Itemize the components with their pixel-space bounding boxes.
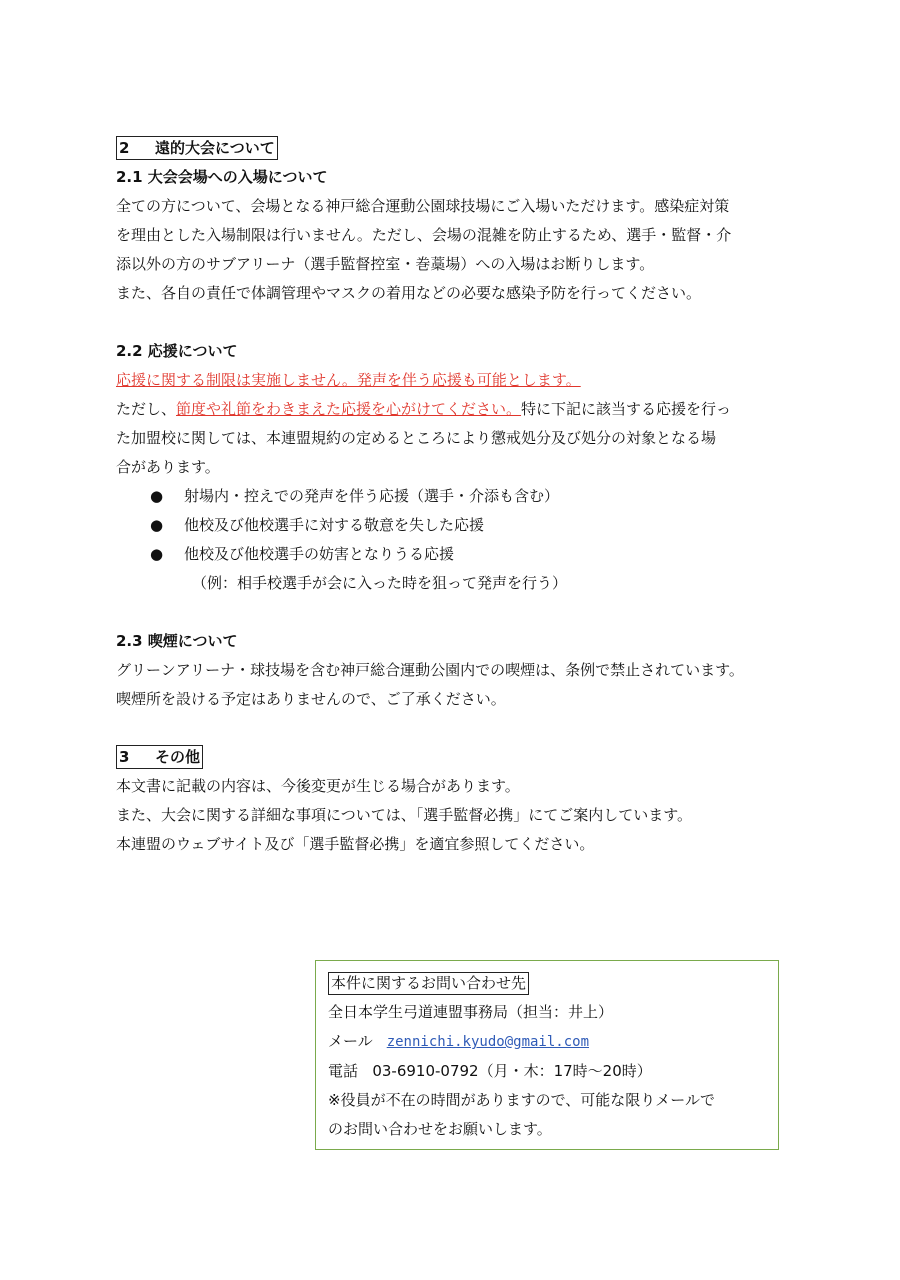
contact-box <box>315 960 779 1150</box>
contact-phone-row <box>328 1057 778 1086</box>
section-3-title: その他 <box>155 748 201 766</box>
email-link[interactable]: zennichi.kyudo@gmail.com <box>386 1034 589 1050</box>
subsection-2-1-heading: 2.1 大会会場への入場について <box>116 168 328 186</box>
list-item <box>116 511 806 540</box>
text-segment: ただし、 <box>116 400 177 418</box>
spacer <box>116 308 806 337</box>
contact-note: ※役員が不在の時間がありますので、可能な限りメールで <box>328 1091 715 1109</box>
section-3-heading <box>116 745 203 769</box>
section-3-number: 3 <box>119 748 130 766</box>
highlighted-notice: 応援に関する制限は実施しません。発声を伴う応援も可能とします。 <box>116 371 581 389</box>
spacer <box>116 714 806 743</box>
spacer <box>116 598 806 627</box>
contact-email-row <box>328 1027 778 1057</box>
section-2-heading <box>116 136 278 160</box>
paragraph-line: また、大会に関する詳細な事項については、「選手監督必携」にてご案内しています。 <box>116 806 693 824</box>
list-item-text: 他校及び他校選手の妨害となりうる応援 <box>184 545 455 563</box>
example-note: （例：相手校選手が会に入った時を狙って発声を行う） <box>192 574 568 592</box>
highlighted-phrase: 節度や礼節をわきまえた応援を心がけてください。 <box>176 400 522 418</box>
text-segment: 特に下記に該当する応援を行っ <box>521 400 732 418</box>
section-2-title: 遠的大会について <box>155 139 275 157</box>
section-2-number: 2 <box>119 139 130 157</box>
paragraph-line: を理由とした入場制限は行いません。ただし、会場の混雑を防止するため、選手・監督・介 <box>116 226 732 244</box>
paragraph-line: また、各自の責任で体調管理やマスクの着用などの必要な感染予防を行ってください。 <box>116 284 702 302</box>
phone-label: 電話 <box>328 1062 359 1080</box>
paragraph-line: た加盟校に関しては、本連盟規約の定めるところにより懲戒処分及び処分の対象となる場 <box>116 429 717 447</box>
phone-number: 03-6910-0792（月・木：17時～20時） <box>372 1062 652 1080</box>
list-item <box>116 482 806 511</box>
contact-title: 本件に関するお問い合わせ先 <box>328 972 529 995</box>
paragraph-line: 本文書に記載の内容は、今後変更が生じる場合があります。 <box>116 777 520 795</box>
paragraph-line: 喫煙所を設ける予定はありませんので、ご了承ください。 <box>116 690 506 708</box>
paragraph-line: 全ての方について、会場となる神戸総合運動公園球技場にご入場いただけます。感染症対策 <box>116 197 730 215</box>
paragraph-line: 添以外の方のサブアリーナ（選手監督控室・巻藁場）への入場はお断りします。 <box>116 255 655 273</box>
bullet-icon: ● <box>150 516 164 534</box>
email-label: メール <box>328 1032 373 1050</box>
subsection-2-2-heading: 2.2 応援について <box>116 342 238 360</box>
paragraph-line: 合があります。 <box>116 458 220 476</box>
bullet-icon: ● <box>150 487 164 505</box>
paragraph-line: グリーンアリーナ・球技場を含む神戸総合運動公園内での喫煙は、条例で禁止されています。 <box>116 661 744 679</box>
paragraph-line <box>116 395 806 424</box>
document-body <box>116 134 806 859</box>
subsection-2-3-heading: 2.3 喫煙について <box>116 632 238 650</box>
list-item-text: 他校及び他校選手に対する敬意を失した応援 <box>184 516 485 534</box>
contact-note: のお問い合わせをお願いします。 <box>328 1120 552 1138</box>
list-item-text: 射場内・控えでの発声を伴う応援（選手・介添も含む） <box>184 487 560 505</box>
paragraph-line: 本連盟のウェブサイト及び「選手監督必携」を適宜参照してください。 <box>116 835 595 853</box>
contact-office: 全日本学生弓道連盟事務局（担当：井上） <box>328 1003 614 1021</box>
bullet-icon: ● <box>150 545 164 563</box>
list-item <box>116 540 806 569</box>
bullet-list <box>116 482 806 569</box>
